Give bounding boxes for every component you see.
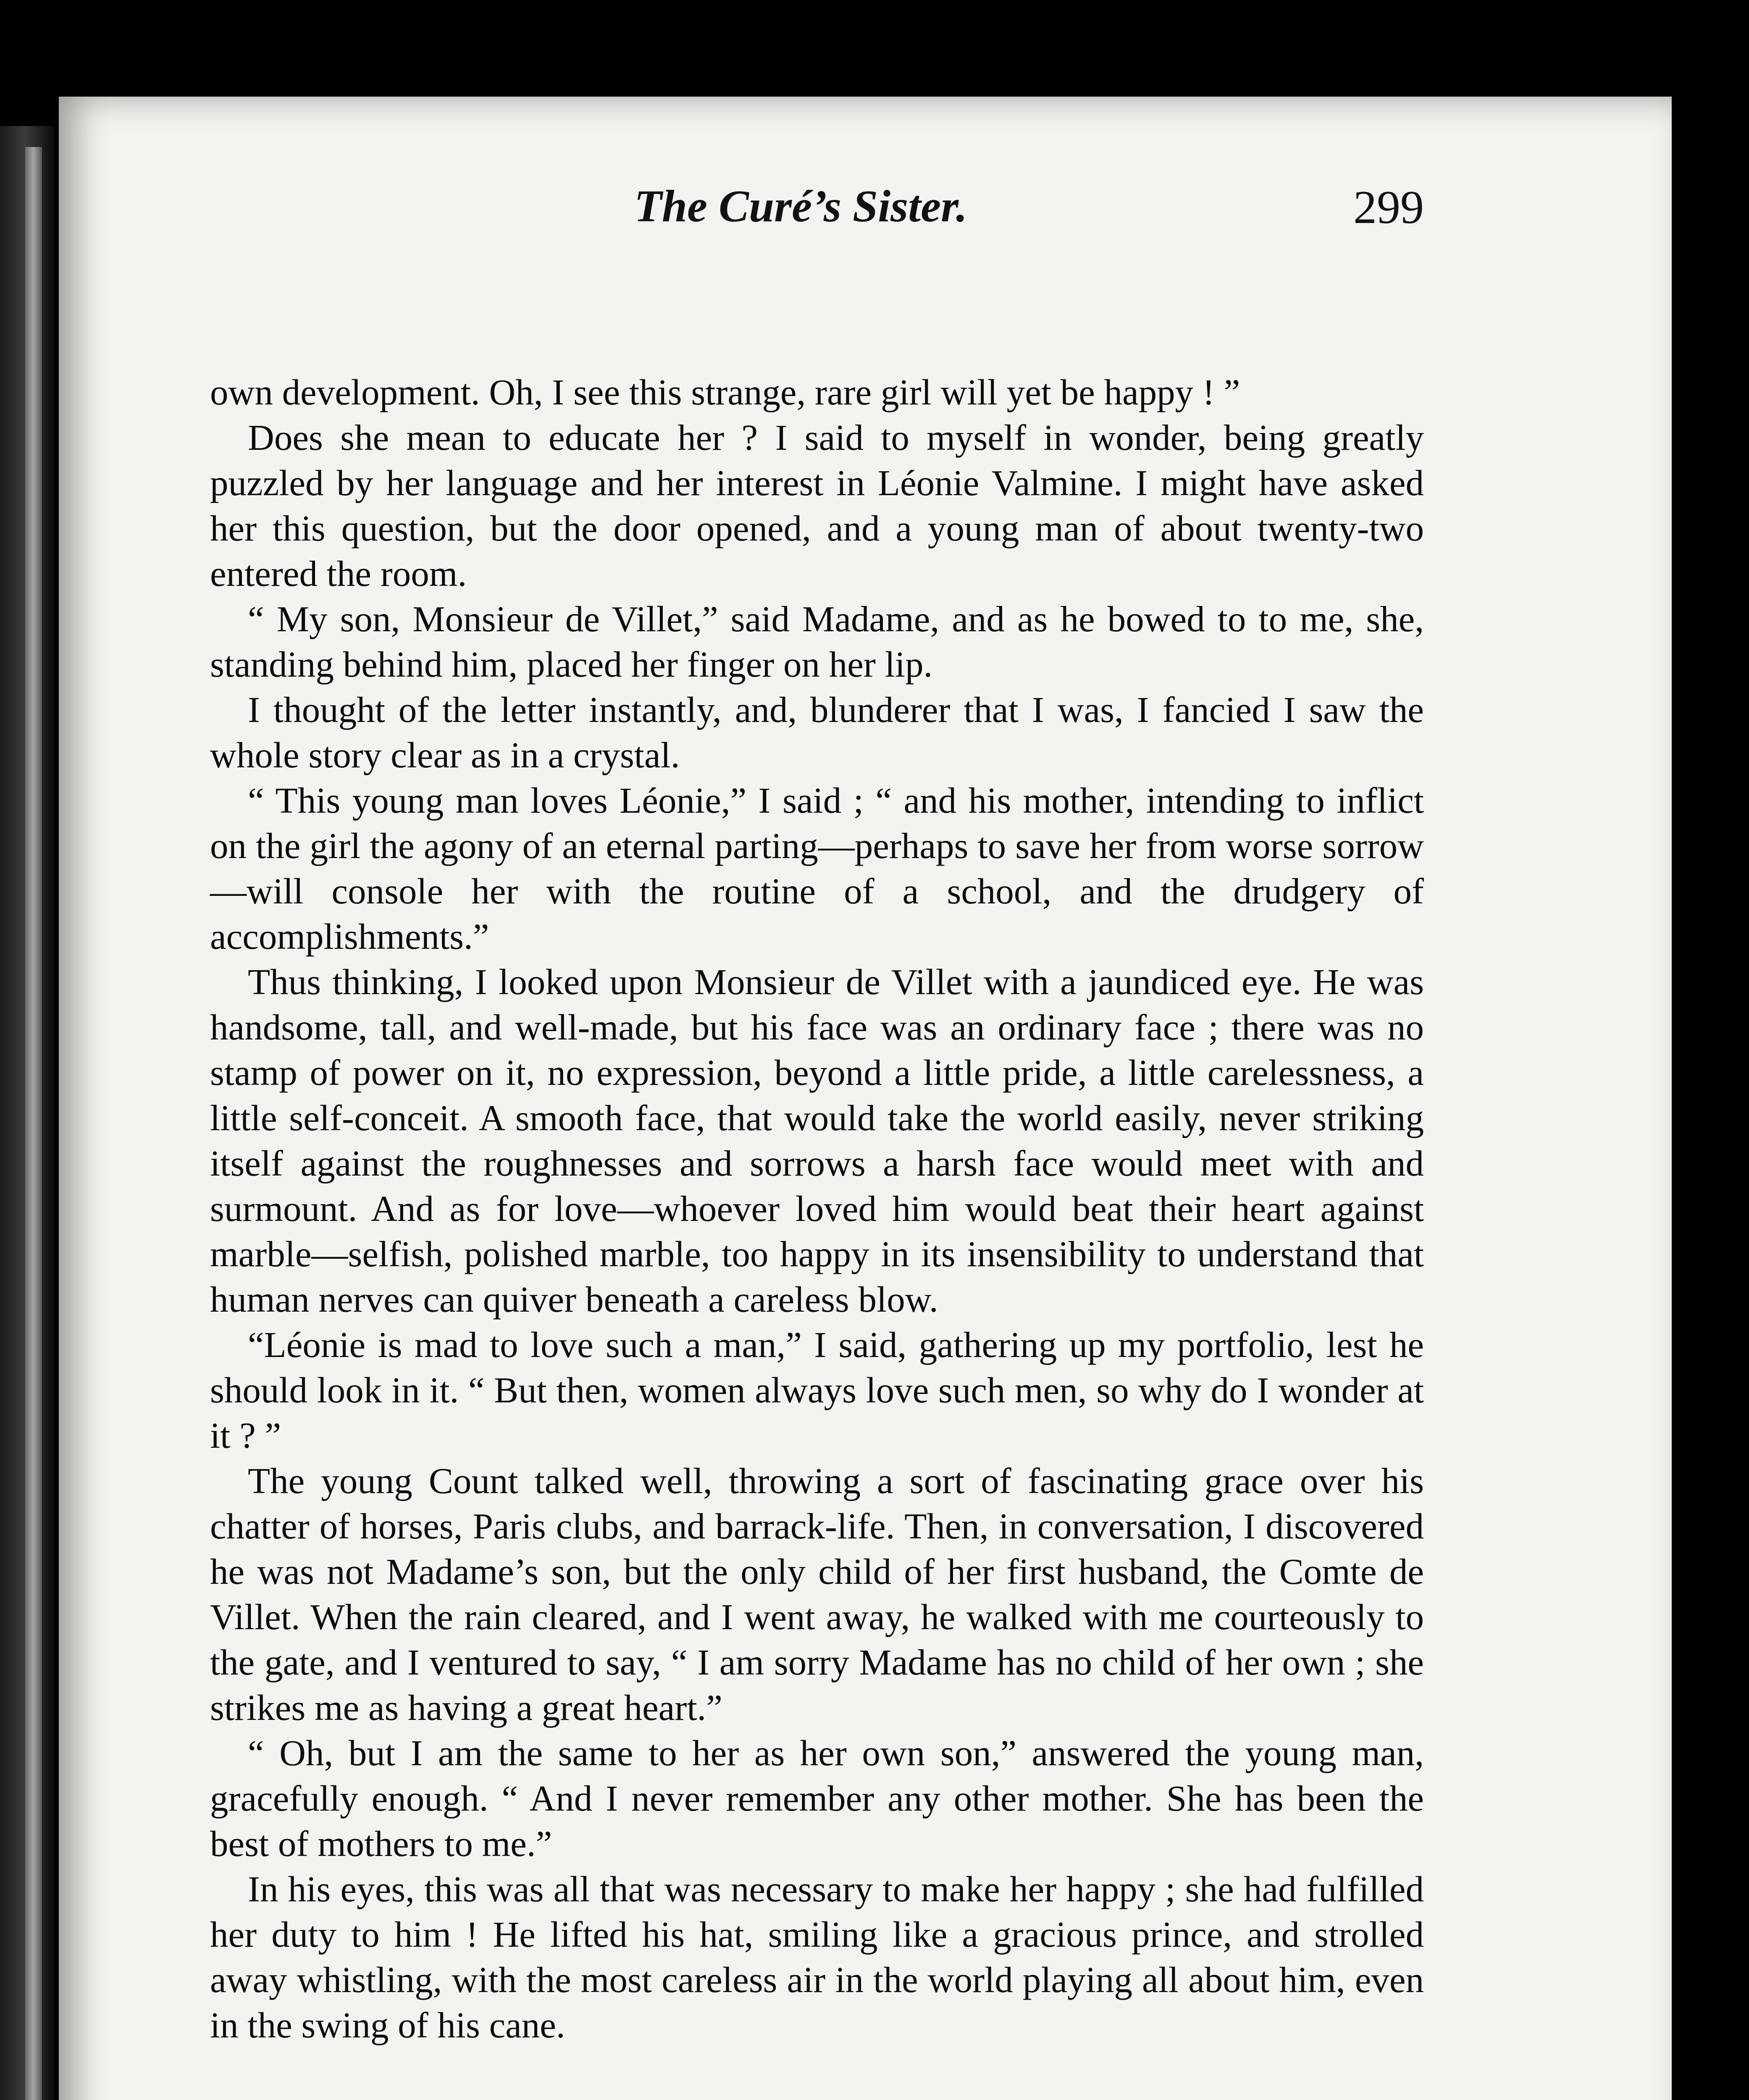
paragraph: In his eyes, this was all that was necessary to make her happy ; she had fulfilled her duty to him ! He lifted his hat, smiling like a gracious prince, and strolled away whistling, with the most careless air in the world playing all about him, even in the swing of his cane.: [210, 1869, 1424, 2045]
paragraph: “ My son, Monsieur de Villet,” said Madame, and as he bowed to to me, she, standing behind him, placed her finger on her lip.: [210, 598, 1424, 685]
page-number: 299: [1353, 181, 1424, 234]
paragraph: own development. Oh, I see this strange, rare girl will yet be happy ! ”: [210, 372, 1240, 412]
paragraph: “Léonie is mad to love such a man,” I said, gathering up my portfolio, lest he should look in it. “ But then, women always love such men, so why do I wonder at it ? ”: [210, 1324, 1424, 1456]
running-title: The Curé’s Sister.: [634, 181, 968, 231]
paragraph: The young Count talked well, throwing a sort of fascinating grace over his chatter of horses, Paris clubs, and barrack-life. Then, in conversation, I discovered he was not Madame’s son, but the only child of her first husband, the Comte de Villet. When the rain cleared, and I went away, he walked with me courteously to the gate, and I ventured to say, “ I am sorry Madame has no child of her own ; she strikes me as having a great heart.”: [210, 1460, 1424, 1728]
paragraph: Does she mean to educate her ? I said to myself in wonder, being greatly puzzled by her language and her interest in Léonie Valmine. I might have asked her this question, but the door opened, and a young man of about twenty-two entered the room.: [210, 417, 1424, 594]
running-head: [151, 181, 1424, 265]
left-page-sliver: [25, 147, 42, 2100]
paragraph: I thought of the letter instantly, and, blunderer that I was, I fancied I saw the whole story clear as in a crystal.: [210, 689, 1424, 775]
paragraph: “ This young man loves Léonie,” I said ; “ and his mother, intending to inflict on the girl the agony of an eternal parting—perhaps to save her from worse sorrow—will console her with the routine of a school, and the drudgery of accomplishments.”: [210, 780, 1424, 957]
page-text: [210, 370, 1424, 2100]
paragraph: “ Oh, but I am the same to her as her own son,” answered the young man, gracefully enough. “ And I never remember any other mother. She has been the best of mothers to me.”: [210, 1732, 1424, 1864]
paragraph: Thus thinking, I looked upon Monsieur de Villet with a jaundiced eye. He was handsome, tall, and well-made, but his face was an ordinary face ; there was no stamp of power on it, no expression, beyond a little pride, a little carelessness, a little self-conceit. A smooth face, that would take the world easily, never striking itself against the roughnesses and sorrows a harsh face would meet with and surmount. And as for love—whoever loved him would beat their heart against marble—selfish, polished marble, too happy in its insensibility to understand that human nerves can quiver beneath a careless blow.: [210, 961, 1424, 1320]
